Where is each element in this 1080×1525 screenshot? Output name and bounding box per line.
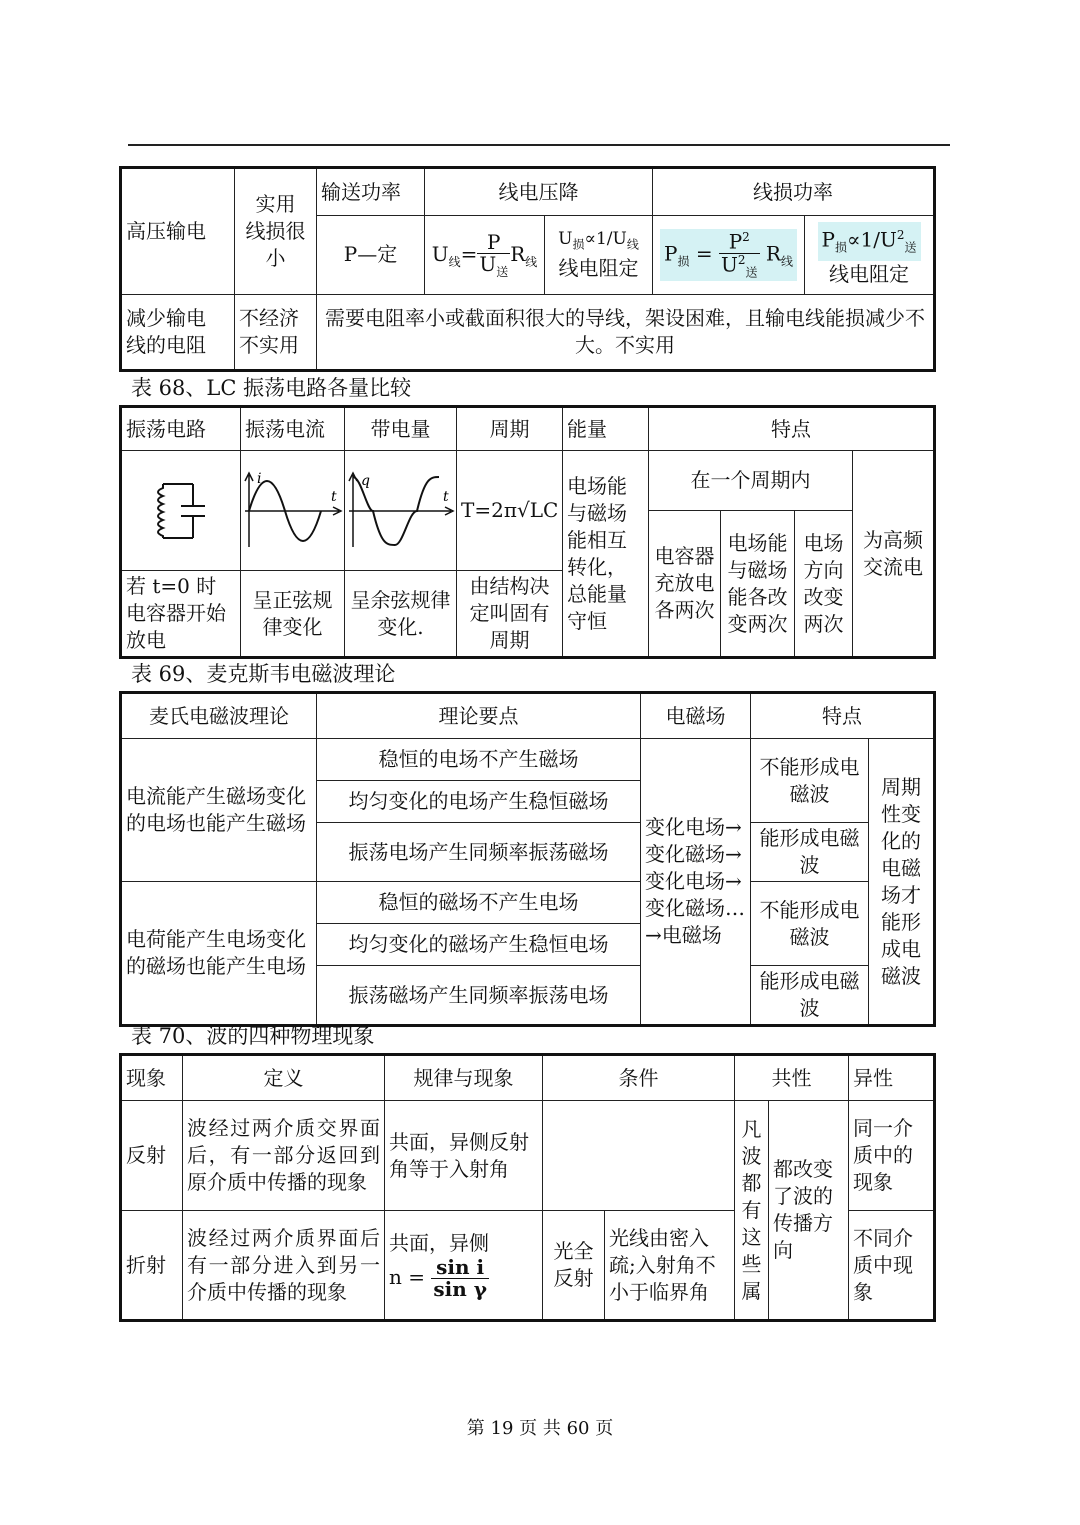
header-phenomenon: 现象 [121,1055,183,1101]
header-circuit: 振荡电路 [121,407,241,451]
header-field: 电磁场 [641,693,751,739]
svg-text:t: t [330,488,337,505]
refract-law: 共面，异侧 n = $\frac{\text{sin i}}{\text{sin γ}}$ [385,1211,543,1321]
header-maxwell: 麦氏电磁波理论 [121,693,317,739]
note-charge: 呈余弦规律变化. [345,571,457,658]
total-reflection: 光全反射 [543,1211,605,1321]
power-value: P—定 [317,216,425,294]
header-feature: 特点 [649,407,935,451]
table-68 [119,405,936,659]
svg-text:q: q [360,472,370,489]
feature-right: 周期性变化的电磁场才能形成电磁波 [869,739,935,1026]
svg-text:i: i [256,470,261,487]
feature-capacitor: 电容器充放电各两次 [649,511,721,658]
eval-not-practical: 不经济 不实用 [235,294,317,370]
diff-refract: 不同介质中现象 [849,1211,935,1321]
feature-b: 能形成电磁波 [751,823,869,882]
table-67 [119,166,936,372]
col-power-header: 输送功率 [317,168,425,216]
header-difference: 异性 [849,1055,935,1101]
note-circuit: 若 t=0 时电容器开始放电 [121,571,241,658]
header-charge: 带电量 [345,407,457,451]
reflect-condition [543,1101,735,1211]
eval-practical: 实用 线损很 小 [235,168,317,295]
current-sine-graph [241,451,345,571]
header-current: 振荡电流 [241,407,345,451]
drop-formula: $U_线=$ $\frac{P}{U_送}$ $R_线$ [425,216,545,294]
point-5: 均匀变化的磁场产生稳恒电场 [317,924,641,966]
table-69 [119,691,936,1027]
point-6: 振荡磁场产生同频率振荡电场 [317,966,641,1026]
lc-circuit-icon [141,476,221,546]
svg-text:t: t [442,488,449,505]
drop-proportional: $U_损\propto 1/U_线$ 线电阻定 [545,216,653,294]
refract-definition: 波经过两介质界面后有一部分进入到另一介质中传播的现象 [183,1211,385,1321]
method-reduce-resistance: 减少输电 线的电阻 [121,294,235,370]
feature-high-frequency: 为高频交流电 [853,451,935,658]
header-condition: 条件 [543,1055,735,1101]
reduce-resistance-desc: 需要电阻率小或截面积很大的导线，架设困难，且输电线能损减少不大。不实用 [317,294,935,370]
reflect-name: 反射 [121,1101,183,1211]
point-4: 稳恒的磁场不产生电场 [317,882,641,924]
theory-charge: 电荷能产生电场变化的磁场也能产生电场 [121,882,317,1026]
caption-69: 表 69、麦克斯韦电磁波理论 [131,662,396,686]
point-3: 振荡电场产生同频率振荡磁场 [317,823,641,882]
within-period: 在一个周期内 [649,451,853,511]
feature-d: 能形成电磁波 [751,966,869,1026]
header-energy: 能量 [563,407,649,451]
method-high-voltage: 高压输电 [121,168,235,295]
refract-name: 折射 [121,1211,183,1321]
point-2: 均匀变化的电场产生稳恒磁场 [317,781,641,823]
reflect-law: 共面，异侧反射角等于入射角 [385,1101,543,1211]
theory-current: 电流能产生磁场变化的电场也能产生磁场 [121,739,317,882]
common-direction: 都改变了波的传播方向 [769,1101,849,1321]
col-loss-header: 线损功率 [653,168,935,216]
point-1: 稳恒的电场不产生磁场 [317,739,641,781]
period-formula: T=2π√LC [457,451,563,571]
header-period: 周期 [457,407,563,451]
feature-a: 不能形成电磁波 [751,739,869,823]
feature-c: 不能形成电磁波 [751,882,869,966]
energy-desc: 电场能与磁场能相互转化，总能量守恒 [563,451,649,658]
table-70 [119,1053,936,1322]
header-common: 共性 [735,1055,849,1101]
feature-direction: 电场方向改变两次 [795,511,853,658]
header-rule [128,144,950,146]
caption-68: 表 68、LC 振荡电路各量比较 [131,376,412,400]
note-period: 由结构决定叫固有周期 [457,571,563,658]
cosine-wave-icon [347,471,455,551]
diff-reflect: 同一介质中的现象 [849,1101,935,1211]
reflect-definition: 波经过两介质交界面后，有一部分返回到原介质中传播的现象 [183,1101,385,1211]
header-definition: 定义 [183,1055,385,1101]
header-law: 规律与现象 [385,1055,543,1101]
loss-formula: $P_损$ = $\frac{P^2}{U^2_送}$ $R_线$ [653,216,805,294]
lc-circuit-diagram [121,451,241,571]
charge-cosine-graph [345,451,457,571]
header-feature: 特点 [751,693,935,739]
caption-70: 表 70、波的四种物理现象 [131,1024,375,1048]
feature-energy-change: 电场能与磁场能各改变两次 [721,511,795,658]
sine-wave-icon [243,471,343,551]
common-vertical: 凡波都有这些属 [735,1101,769,1321]
field-chain: 变化电场→变化磁场→变化电场→变化磁场…→电磁场 [641,739,751,1026]
page-footer: 第 19 页 共 60 页 [466,1418,614,1439]
loss-proportional: $P_损\propto 1/U^2_送$ 线电阻定 [805,216,935,294]
header-points: 理论要点 [317,693,641,739]
total-reflection-condition: 光线由密入疏;入射角不小于临界角 [605,1211,735,1321]
note-current: 呈正弦规律变化 [241,571,345,658]
col-drop-header: 线电压降 [425,168,653,216]
